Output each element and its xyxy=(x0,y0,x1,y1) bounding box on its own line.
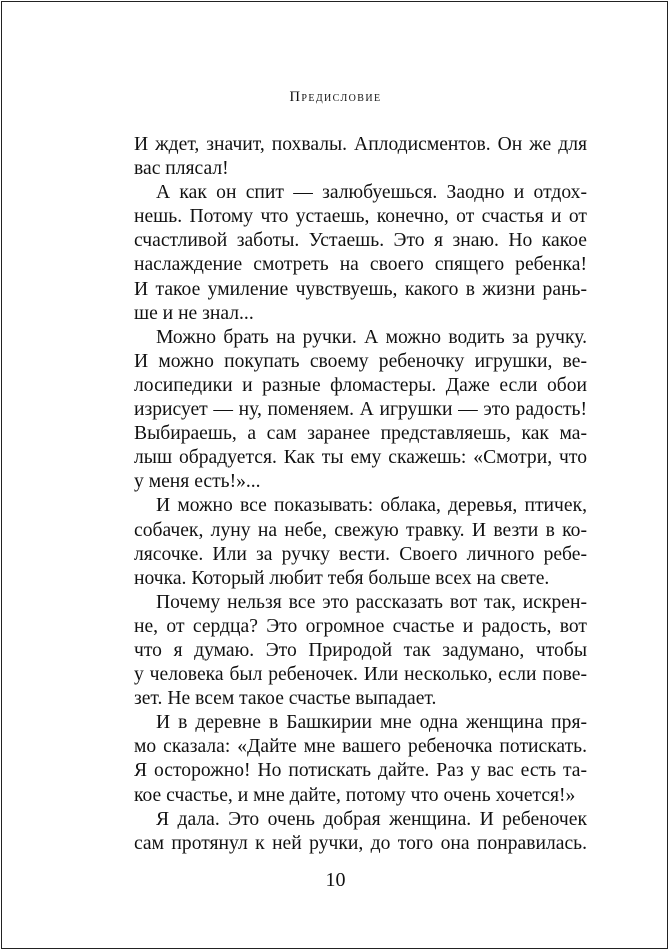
running-title: Предисловие xyxy=(289,89,382,105)
text-line: ше и не знал... xyxy=(134,302,254,324)
text-line: И ждет, значит, похвалы. Аплодисментов. Он же для xyxy=(134,134,587,155)
text-line: вас плясал! xyxy=(134,158,229,180)
paragraph xyxy=(134,133,587,181)
text-line: Выбираешь, а сам заранее представляешь, как ма- xyxy=(134,423,587,445)
paragraph xyxy=(134,181,587,326)
text-line: собачек, луну на небе, свежую травку. И везти в ко- xyxy=(134,519,587,541)
text-line: ночка. Который любит тебя больше всех на свете. xyxy=(134,567,550,589)
text-line: наслаждение смотреть на своего спящего ребенка! xyxy=(134,254,587,276)
paragraph xyxy=(134,494,587,590)
text-line: Можно брать на ручки. А можно водить за ручку. xyxy=(156,326,587,348)
text-line: мо сказала: «Дайте мне вашего ребеночка потискать. xyxy=(134,736,587,758)
text-line: не, от сердца? Это огромное счастье и радость, вот xyxy=(134,615,587,637)
text-line: Почему нельзя все это рассказать вот так, искрен- xyxy=(156,591,587,613)
paragraph xyxy=(134,591,587,711)
text-line: счастливой заботы. Устаешь. Это я знаю. Но какое xyxy=(134,230,587,252)
text-line: А как он спит — залюбуешься. Заодно и отдох- xyxy=(156,182,587,204)
text-line: И в деревне в Башкирии мне одна женщина пря- xyxy=(156,712,587,734)
paragraph xyxy=(134,711,587,807)
paragraph xyxy=(134,808,587,856)
text-line: у человека был ребеночек. Или несколько, если пове- xyxy=(134,664,587,686)
page-number: 10 xyxy=(325,869,346,891)
body-text xyxy=(134,133,587,856)
text-line: сам протянул к ней ручки, до того она понравилась. xyxy=(134,832,587,854)
text-line: И такое умиление чувствуешь, какого в жизни рань- xyxy=(134,278,587,300)
text-line: что я думаю. Это Природой так задумано, чтобы xyxy=(134,639,587,661)
text-line: лясочке. Или за ручку вести. Своего личного ребе- xyxy=(134,543,587,565)
text-line: нешь. Потому что устаешь, конечно, от счастья и от xyxy=(134,206,587,228)
text-line: И можно покупать своему ребеночку игрушки, ве- xyxy=(134,350,587,372)
paragraph xyxy=(134,326,587,495)
text-line: зет. Не всем такое счастье выпадает. xyxy=(134,688,437,710)
text-line: изрисует — ну, поменяем. А игрушки — это радость! xyxy=(134,399,587,421)
text-line: кое счастье, и мне дайте, потому что очень хочется!» xyxy=(134,784,576,806)
text-line: лыш обрадуется. Как ты ему скажешь: «Смотри, что xyxy=(134,447,587,469)
text-line: Я осторожно! Но потискать дайте. Раз у вас есть та- xyxy=(134,760,587,782)
text-line: Я дала. Это очень добрая женщина. И ребеночек xyxy=(156,808,587,830)
text-line: И можно все показывать: облака, деревья, птичек, xyxy=(156,495,587,517)
text-line: лосипедики и разные фломастеры. Даже если обои xyxy=(134,374,587,396)
text-line: у меня есть!»... xyxy=(134,471,261,493)
